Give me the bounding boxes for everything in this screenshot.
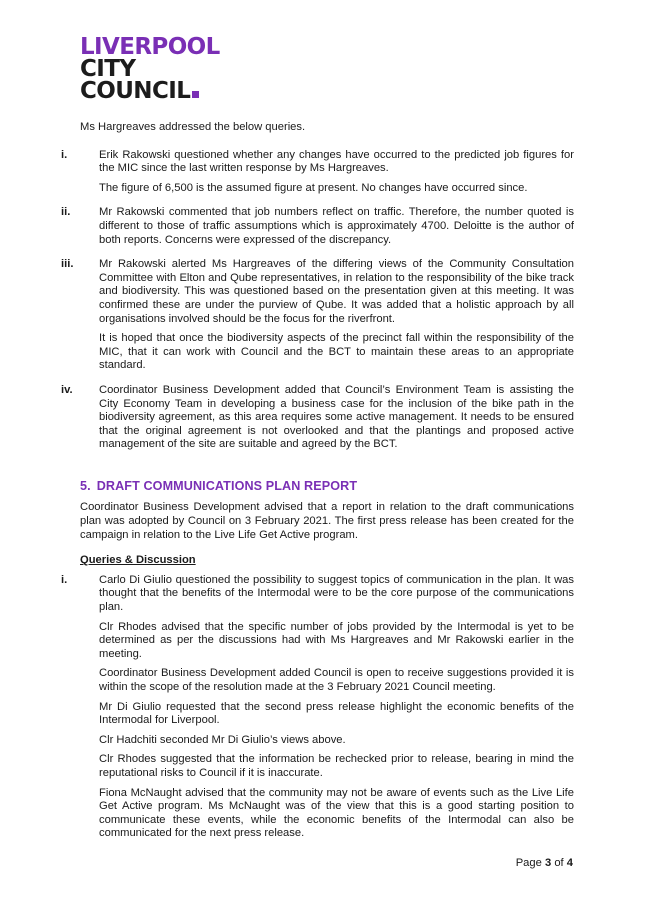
paragraph: Clr Rhodes advised that the specific number of jobs provided by the Intermodal is yet to be determined as per the discussions had with Ms Hargreaves and Mr Rakowski earlier in the meeting. [99,620,574,660]
paragraph: Clr Rhodes suggested that the information be rechecked prior to release, bearing in mind the reputational risks to Council if it is inaccurate. [99,753,574,779]
paragraph: Clr Hadchiti seconded Mr Di Giulio’s views above. [99,733,346,746]
query-item-1 [61,148,574,196]
item-number: ii. [61,206,71,219]
paragraph: Mr Rakowski alerted Ms Hargreaves of the differing views of the Community Consultation Committee with Elton and Qube representatives, in relation to the responsibility of the bike track and biodiversity. This was questioned based on the presentation given at this meeting. It was confirmed these are under the purview of Qube. It was added that a holistic approach by all organisations involved should be the focus for the riverfront. [99,258,574,325]
page-label: Page [515,857,542,869]
discussion-item-1 [61,573,574,841]
section-heading [80,480,574,494]
total-pages: 4 [566,857,573,869]
item-number: iii. [61,258,74,271]
paragraph: It is hoped that once the biodiversity aspects of the precinct fall within the responsibility of the MIC, that it can work with Council and the BCT to maintain these areas to an appropriate standard. [99,332,574,372]
paragraph: Fiona McNaught advised that the community may not be aware of events such as the Live Life Get Active program. Ms McNaught was of the view that this is a good starting position to communicate these events, while the economic benefits of the Intermodal can also be communicated for the next press release. [99,786,574,840]
logo-line-3-text: COUNCIL [80,78,191,104]
paragraph: Carlo Di Giulio questioned the possibility to suggest topics of communication in the plan. It was thought that the benefits of the Intermodal were to be the core purpose of the communications plan. [99,573,574,614]
item-number: iv. [61,383,73,396]
paragraph: Mr Di Giulio requested that the second press release highlight the economic benefits of the Intermodal for Liverpool. [99,700,574,727]
paragraph: Erik Rakowski questioned whether any changes have occurred to the predicted job figures for the MIC since the last written response by Ms Hargreaves. [99,148,574,175]
logo-line-1: LIVERPOOL [80,34,220,60]
logo-dot-icon [192,91,199,98]
current-page: 3 [544,857,552,869]
subheading: Queries & Discussion [80,554,196,567]
item-number: i. [61,573,68,586]
section-title: DRAFT COMMUNICATIONS PLAN REPORT [96,478,358,493]
query-item-2 [61,206,574,247]
section-body: Coordinator Business Development advised that a report in relation to the draft communications plan was adopted by Council on 3 February 2021. The first press release has been created for the campaign in relation to the Live Life Get Active program. [80,501,574,541]
query-item-3 [61,258,574,373]
paragraph: Coordinator Business Development added that Council’s Environment Team is assisting the City Economy Team in developing a business case for the inclusion of the bike path in the biodiversity agreement, as this area requires some active management. It needs to be ensured that the original agreement is not overlooked and that the plantings and proposed active management of the site are suitable and agreed by the BCT. [99,383,574,451]
intro-text: Ms Hargreaves addressed the below queries. [80,121,306,133]
paragraph: Coordinator Business Development added Council is open to receive suggestions provided it is within the scope of the resolution made at the 3 February 2021 Council meeting. [99,667,574,693]
paragraph: The figure of 6,500 is the assumed figure at present. No changes have occurred since. [99,181,528,194]
query-item-4 [61,383,574,452]
item-number: i. [61,148,68,161]
section-number: 5. [80,478,91,493]
document-body [61,121,574,852]
logo-line-2: CITY [80,56,136,82]
council-logo [80,36,220,102]
page-number [516,857,573,869]
of-label: of [554,857,564,869]
logo-line-3 [80,80,220,102]
paragraph: Mr Rakowski commented that job numbers reflect on traffic. Therefore, the number quoted is different to those of traffic assumptions which is approximately 4700. Deloitte is the author of both reports. Concerns were expressed of the discrepancy. [99,206,574,246]
